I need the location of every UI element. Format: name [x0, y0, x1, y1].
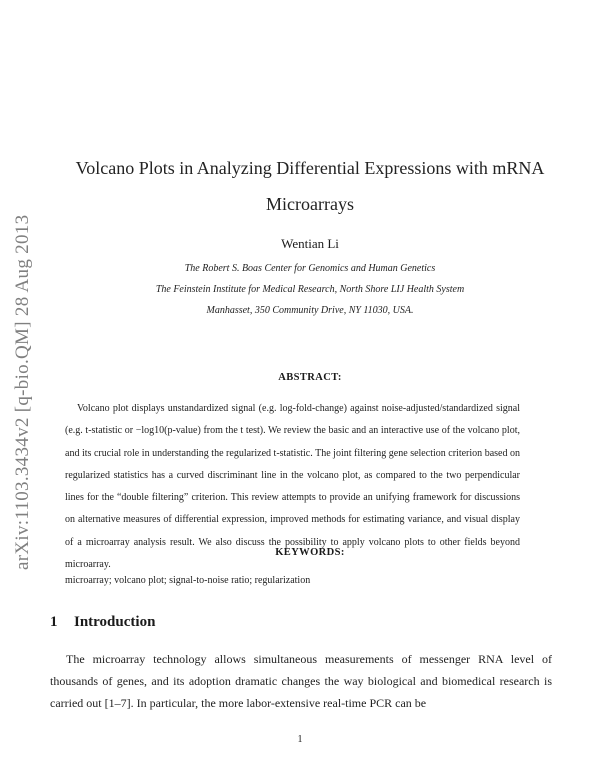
author-name: Wentian Li [281, 236, 339, 251]
paper-title: Volcano Plots in Analyzing Differential Expressions with mRNA Microarrays [75, 158, 545, 214]
section-number: 1 [50, 614, 58, 630]
affiliation-line-2: The Feinstein Institute for Medical Research, North Shore LIJ Health System [155, 284, 465, 295]
affiliation-line-1: The Robert S. Boas Center for Genomics and Human Genetics [184, 263, 436, 274]
page-number: 1 [297, 734, 303, 745]
section-title: Introduction [74, 614, 156, 630]
arxiv-identifier-stamp[interactable]: arXiv:1103.3434v2 [q-bio.QM] 28 Aug 2013 [12, 214, 33, 570]
abstract-heading: ABSTRACT: [278, 372, 342, 383]
abstract-text: Volcano plot displays unstandardized signal (e.g. log-fold-change) against noise-adjusted/standardized signal (e.g. t-statistic or −log10(p-value) from the t test). We review the basic and an interactive use of the volcano plot, and its crucial role in understanding the regularized t-statistic. The joint filtering gene selection criterion based on regularized statistics has a curved discriminant line in the volcano plot, as compared to the two perpendicular lines for the “double filtering” criterion. This review attempts to provide an unifying framework for discussions on alternative measures of differential expression, improved methods for estimating variance, and visual display of a microarray analysis result. We also discuss the possibility to apply volcano plots to other fields beyond microarray. [65, 403, 520, 571]
keywords-text: microarray; volcano plot; signal-to-noise ratio; regularization [65, 575, 311, 586]
keywords-heading: KEYWORDS: [275, 547, 345, 558]
section-heading-introduction [50, 614, 155, 631]
affiliation-line-3: Manhasset, 350 Community Drive, NY 11030, USA. [206, 305, 414, 316]
introduction-paragraph: The microarray technology allows simultaneous measurements of messenger RNA level of thousands of genes, and its adoption dramatic changes the way biological and biomedical research is carried out [1–7]. In particular, the more labor-extensive real-time PCR can be [50, 652, 552, 710]
